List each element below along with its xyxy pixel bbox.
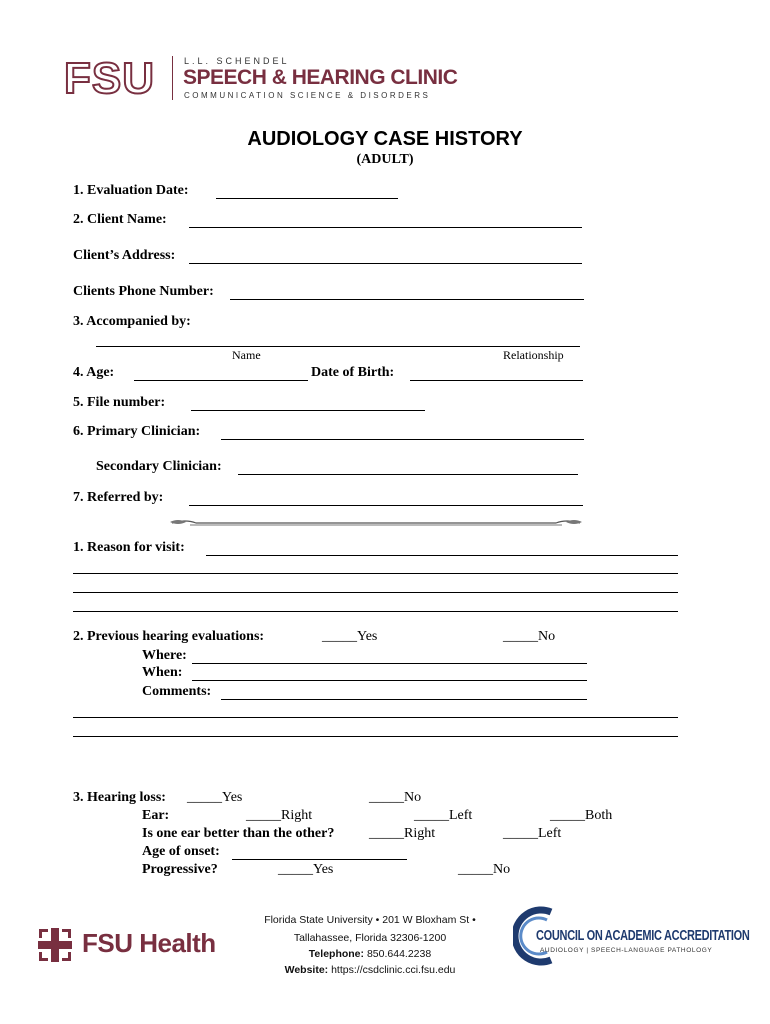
age-of-onset-label: Age of onset: bbox=[142, 844, 220, 859]
better-left-option[interactable]: _____Left bbox=[503, 826, 562, 841]
accompanied-by-label: 3. Accompanied by: bbox=[73, 314, 191, 329]
evaluation-date-label: 1. Evaluation Date: bbox=[73, 183, 189, 198]
dob-label: Date of Birth: bbox=[311, 365, 395, 380]
comments-line-3[interactable] bbox=[73, 736, 678, 737]
clinic-small-title: L.L. SCHENDEL bbox=[184, 56, 290, 66]
comments-line-2[interactable] bbox=[73, 717, 678, 718]
where-field[interactable] bbox=[192, 663, 587, 664]
phone-label: Telephone: bbox=[308, 948, 365, 960]
hearing-loss-no[interactable]: _____No bbox=[369, 790, 422, 805]
client-name-field[interactable] bbox=[189, 227, 582, 228]
logo-divider bbox=[172, 56, 173, 100]
primary-clinician-field[interactable] bbox=[221, 439, 584, 440]
ear-both-option[interactable]: _____Both bbox=[550, 808, 613, 823]
footer-address-2: Tallahassee, Florida 32306-1200 bbox=[293, 932, 447, 944]
previous-yes-option[interactable]: _____Yes bbox=[322, 629, 378, 644]
clinic-dept: COMMUNICATION SCIENCE & DISORDERS bbox=[184, 91, 431, 100]
fsu-health-icon bbox=[36, 926, 74, 964]
reason-line-1[interactable] bbox=[206, 555, 678, 556]
decorative-divider bbox=[166, 514, 586, 530]
page-subtitle: (ADULT) bbox=[356, 152, 414, 167]
name-caption: Name bbox=[232, 348, 261, 362]
better-ear-label: Is one ear better than the other? bbox=[142, 826, 335, 841]
progressive-label: Progressive? bbox=[142, 862, 218, 877]
reason-line-4[interactable] bbox=[73, 611, 678, 612]
client-phone-field[interactable] bbox=[230, 299, 584, 300]
client-name-label: 2. Client Name: bbox=[73, 212, 167, 227]
footer-address-1: Florida State University • 201 W Bloxham St • bbox=[264, 914, 476, 926]
relationship-caption: Relationship bbox=[503, 348, 564, 362]
when-field[interactable] bbox=[192, 680, 587, 681]
reason-line-3[interactable] bbox=[73, 592, 678, 593]
comments-label: Comments: bbox=[142, 684, 212, 699]
ear-right-option[interactable]: _____Right bbox=[246, 808, 313, 823]
file-number-label: 5. File number: bbox=[73, 395, 166, 410]
primary-clinician-label: 6. Primary Clinician: bbox=[73, 424, 201, 439]
file-number-field[interactable] bbox=[191, 410, 425, 411]
referred-by-field[interactable] bbox=[189, 505, 583, 506]
age-field[interactable] bbox=[134, 380, 308, 381]
phone-value: 850.644.2238 bbox=[366, 948, 432, 960]
reason-for-visit-label: 1. Reason for visit: bbox=[73, 540, 185, 555]
footer-phone bbox=[200, 948, 540, 960]
reason-line-2[interactable] bbox=[73, 573, 678, 574]
comments-field[interactable] bbox=[221, 699, 587, 700]
website-value[interactable]: https://csdclinic.cci.fsu.edu bbox=[331, 964, 456, 976]
progressive-yes-option[interactable]: _____Yes bbox=[278, 862, 334, 877]
ear-label: Ear: bbox=[142, 808, 170, 823]
caa-subtitle: AUDIOLOGY | SPEECH-LANGUAGE PATHOLOGY bbox=[540, 947, 713, 954]
hearing-loss-label: 3. Hearing loss: bbox=[73, 790, 166, 805]
where-label: Where: bbox=[142, 648, 187, 663]
accompanied-by-field[interactable] bbox=[96, 346, 580, 347]
previous-no-option[interactable]: _____No bbox=[503, 629, 556, 644]
referred-by-label: 7. Referred by: bbox=[73, 490, 164, 505]
evaluation-date-field[interactable] bbox=[216, 198, 398, 199]
client-address-label: Client’s Address: bbox=[73, 248, 176, 263]
when-label: When: bbox=[142, 665, 183, 680]
footer-website bbox=[200, 964, 540, 976]
age-label: 4. Age: bbox=[73, 365, 115, 380]
progressive-no-option[interactable]: _____No bbox=[458, 862, 511, 877]
hearing-loss-yes[interactable]: _____Yes bbox=[187, 790, 243, 805]
fsu-health-logo-text: FSU Health bbox=[82, 928, 216, 958]
fsu-logo bbox=[64, 56, 164, 102]
previous-evaluations-label: 2. Previous hearing evaluations: bbox=[73, 629, 265, 644]
ear-left-option[interactable]: _____Left bbox=[414, 808, 473, 823]
secondary-clinician-label: Secondary Clinician: bbox=[96, 459, 222, 474]
page-title: AUDIOLOGY CASE HISTORY bbox=[247, 128, 523, 150]
secondary-clinician-field[interactable] bbox=[238, 474, 578, 475]
dob-field[interactable] bbox=[410, 380, 583, 381]
fsu-logo-letters: FSU bbox=[64, 54, 155, 103]
client-address-field[interactable] bbox=[189, 263, 582, 264]
client-phone-label: Clients Phone Number: bbox=[73, 284, 214, 299]
better-right-option[interactable]: _____Right bbox=[369, 826, 436, 841]
website-label: Website: bbox=[284, 964, 329, 976]
clinic-name: SPEECH & HEARING CLINIC bbox=[183, 66, 458, 89]
caa-title: COUNCIL ON ACADEMIC ACCREDITATION bbox=[536, 928, 750, 945]
age-of-onset-field[interactable] bbox=[232, 859, 407, 860]
